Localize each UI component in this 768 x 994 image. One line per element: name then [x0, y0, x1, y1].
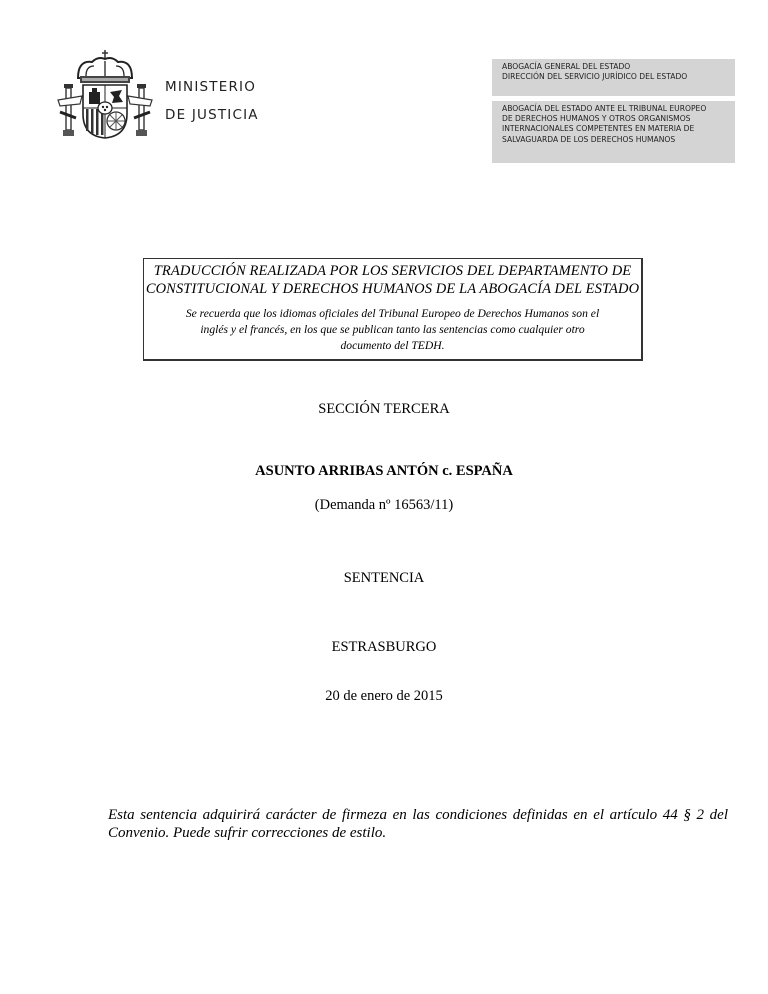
notice-body-line: Se recuerda que los idiomas oficiales del Tribunal Europeo de Derechos Humanos son el [185, 307, 600, 320]
agency-box-general-line: ABOGACÍA GENERAL DEL ESTADO [502, 62, 631, 71]
agency-box-tedh-line: INTERNACIONALES COMPETENTES EN MATERIA DE [502, 124, 695, 134]
agency-box-tedh-line: SALVAGUARDA DE LOS DERECHOS HUMANOS [502, 134, 676, 144]
agency-box-general [492, 59, 735, 96]
case-title: ASUNTO ARRIBAS ANTÓN c. ESPAÑA [255, 463, 513, 479]
agency-box-general-line: DIRECCIÓN DEL SERVICIO JURÍDICO DEL ESTADO [502, 72, 688, 82]
agency-box-tedh [492, 101, 735, 163]
ministry-name-line2: DE JUSTICIA [165, 107, 259, 123]
document-type: SENTENCIA [343, 570, 425, 586]
place: ESTRASBURGO [331, 639, 437, 655]
notice-heading-line: CONSTITUCIONAL Y DERECHOS HUMANOS DE LA ABOGACÍA DEL ESTADO [145, 281, 640, 297]
application-number: (Demanda nº 16563/11) [314, 497, 454, 513]
ministry-name-line1: MINISTERIO [165, 79, 257, 95]
notice-body-line: documento del TEDH. [340, 339, 445, 352]
translation-notice-box [143, 258, 643, 361]
translation-notice-body [144, 306, 641, 354]
notice-heading-line: TRADUCCIÓN REALIZADA POR LOS SERVICIOS DEL DEPARTAMENTO DE [153, 263, 632, 279]
spanish-coat-of-arms-icon [56, 48, 154, 140]
translation-notice-heading [144, 262, 641, 298]
section-title: SECCIÓN TERCERA [318, 401, 450, 417]
notice-body-line: inglés y el francés, en los que se publican tanto las sentencias como cualquier otro [200, 323, 585, 336]
agency-box-tedh-line: DE DERECHOS HUMANOS Y OTROS ORGANISMOS [502, 114, 691, 124]
judgment-date: 20 de enero de 2015 [325, 688, 443, 704]
finality-note: Esta sentencia adquirirá carácter de firmeza en las condiciones definidas en el artículo 44 § 2 del Convenio. Puede sufrir correcciones de estilo. [108, 807, 728, 841]
agency-box-tedh-line: ABOGACÍA DEL ESTADO ANTE EL TRIBUNAL EUROPEO [502, 104, 707, 113]
